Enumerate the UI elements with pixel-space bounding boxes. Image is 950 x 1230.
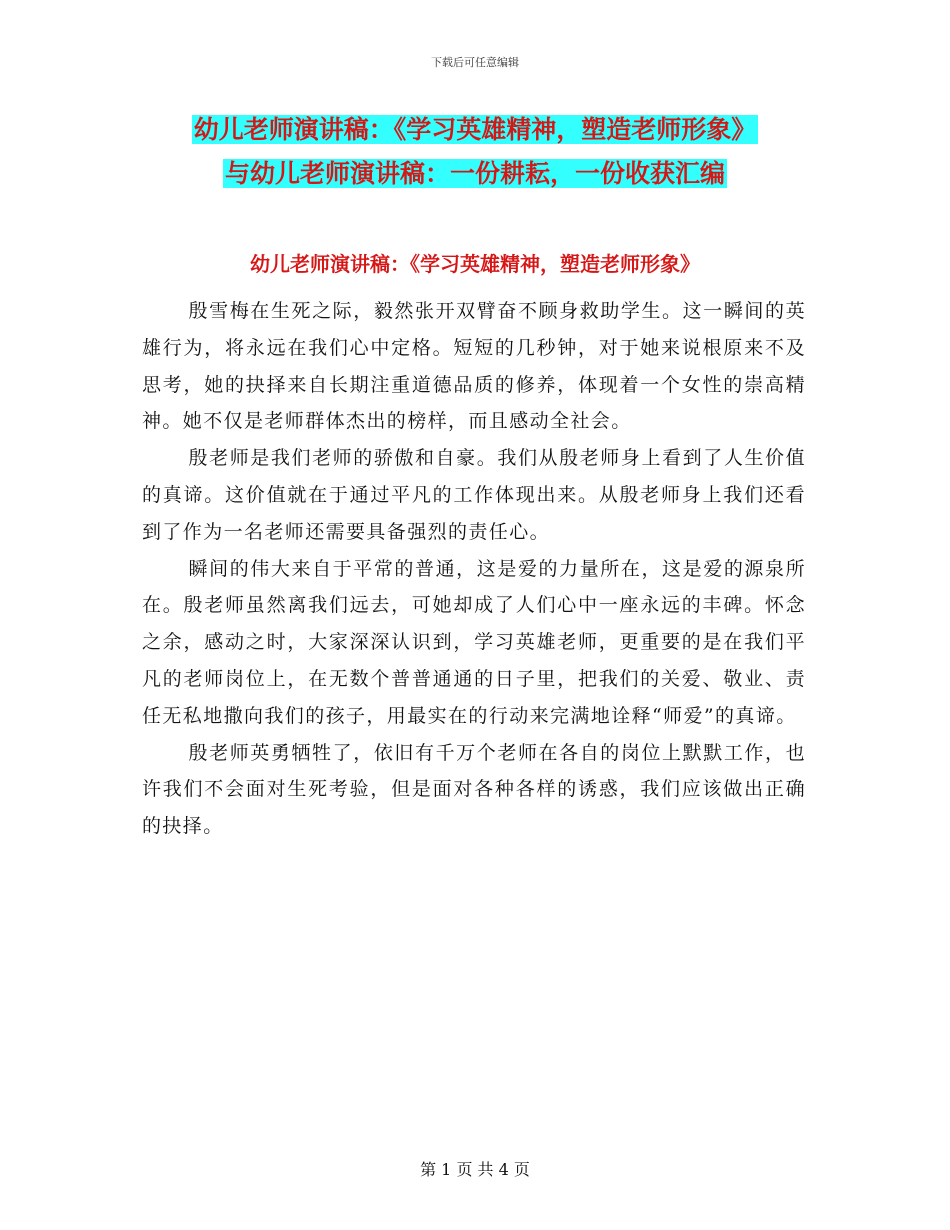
page-number-footer: 第 1 页 共 4 页 (420, 1160, 530, 1179)
page-header-note: 下载后可任意编辑 (431, 56, 519, 69)
document-title-line-2 (0, 157, 950, 191)
document-title-line-2-text: 与幼儿老师演讲稿：一份耕耘，一份收获汇编 (224, 159, 725, 188)
body-paragraph-4: 殷老师英勇牺牲了，依旧有千万个老师在各自的岗位上默默工作，也许我们不会面对生死考验，但是面对各种各样的诱惑，我们应该做出正确的抉择。 (142, 741, 806, 838)
section-heading: 幼儿老师演讲稿：《学习英雄精神，塑造老师形象》 (250, 252, 700, 276)
body-text (142, 293, 806, 845)
body-paragraph-1: 殷雪梅在生死之际，毅然张开双臂奋不顾身救助学生。这一瞬间的英雄行为，将永远在我们心中定格。短短的几秒钟，对于她来说根原来不及思考，她的抉择来自长期注重道德品质的修养，体现着一个女性的崇高精神。她不仅是老师群体杰出的榜样，而且感动全社会。 (142, 300, 806, 433)
body-paragraph-3: 瞬间的伟大来自于平常的普通，这是爱的力量所在，这是爱的源泉所在。殷老师虽然离我们远去，可她却成了人们心中一座永远的丰碑。怀念之余，感动之时，大家深深认识到，学习英雄老师，更重要的是在我们平凡的老师岗位上，在无数个普普通通的日子里，把我们的关爱、敬业、责任无私地撒向我们的孩子，用最实在的行动来完满地诠释“师爱”的真谛。 (142, 557, 806, 727)
body-paragraph-2: 殷老师是我们老师的骄傲和自豪。我们从殷老师身上看到了人生价值的真谛。这价值就在于通过平凡的工作体现出来。从殷老师身上我们还看到了作为一名老师还需要具备强烈的责任心。 (142, 447, 806, 543)
document-title-line-1 (0, 113, 950, 147)
document-title-line-1-text: 幼儿老师演讲稿：《学习英雄精神，塑造老师形象》 (193, 115, 757, 144)
